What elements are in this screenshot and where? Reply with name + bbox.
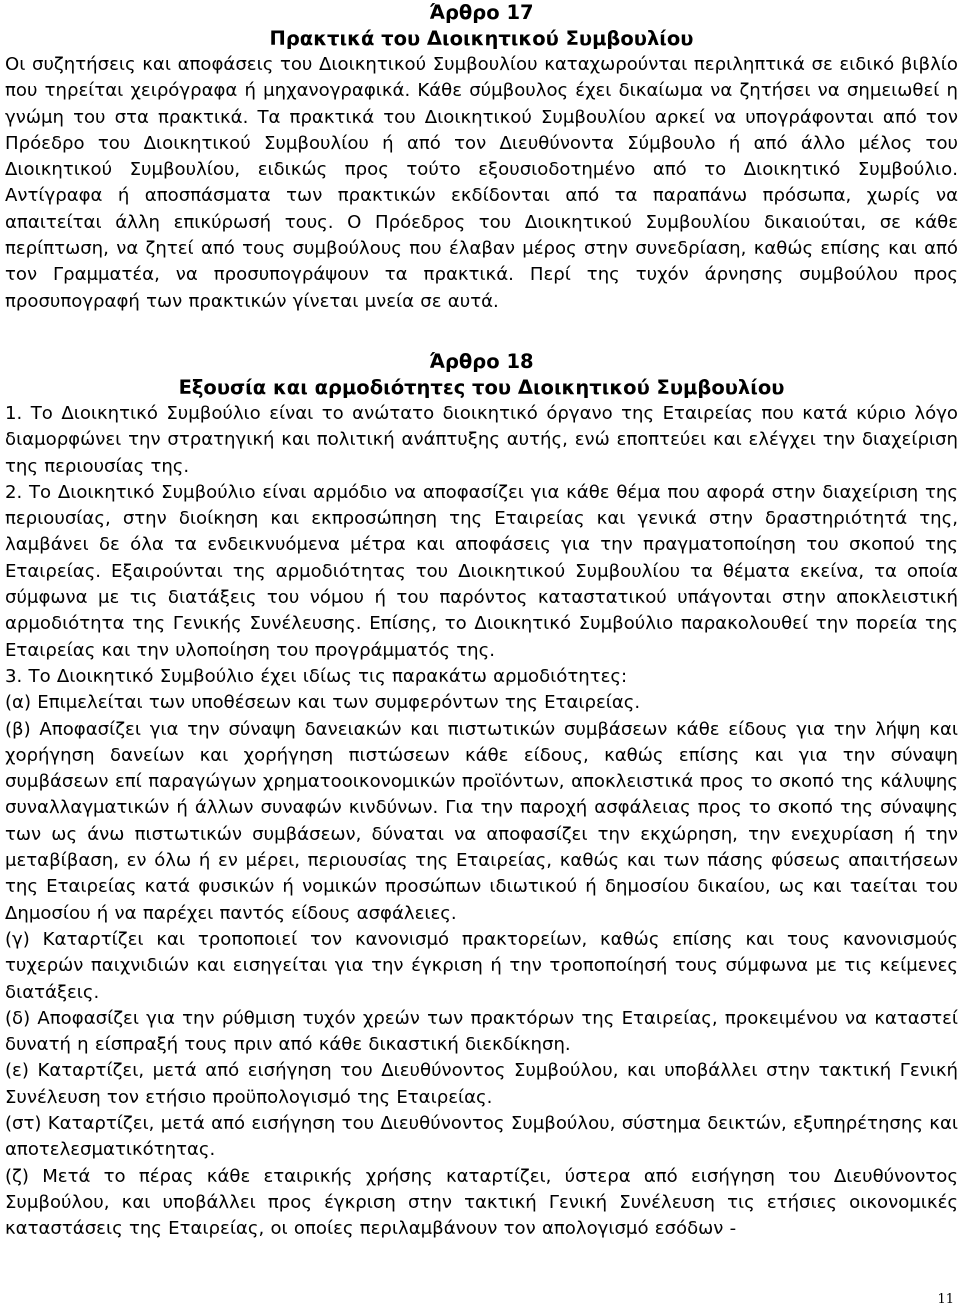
article-17-number: Άρθρο 17 [429, 1, 534, 24]
article-18-title: Εξουσία και αρμοδιότητες του Διοικητικού Συμβουλίου [178, 375, 785, 399]
article-18-item-st: (στ) Καταρτίζει, μετά από εισήγηση του Διευθύνοντος Συμβούλου, σύστημα δεικτών, εξυπηρέτησης και αποτελεσματικότητας. [5, 1112, 958, 1161]
document-page [5, 0, 958, 1242]
article-18-item-b: (β) Αποφασίζει για την σύναψη δανειακών και πιστωτικών συμβάσεων κάθε είδους για την λήψη και χορήγηση δανείων και χορήγηση πιστώσεων κάθε είδους, καθώς επίσης και για την σύναψη συμβάσεων επί παραγώγων χρηματοοικονομικών προϊόντων, αποκλειστικά προς το σκοπό της κάλυψης συναλλαγματικών ή άλλων συναφών κινδύνων. Για την παροχή ασφάλειας προς το σκοπό της σύναψης των ως άνω πιστωτικών συμβάσεων, δύναται να αποφασίζει την εκχώρηση, την ενεχυρίαση ή την μεταβίβαση, εν όλω ή εν μέρει, περιουσίας της Εταιρείας, καθώς και των πάσης φύσεως απαιτήσεων της Εταιρείας κατά φυσικών ή νομικών προσώπων ιδιωτικού ή δημοσίου δικαίου, ως και ταείται του Δημοσίου ή να παρέχει παντός είδους ασφάλειες. [5, 718, 958, 924]
article-18-item-e: (ε) Καταρτίζει, μετά από εισήγηση του Διευθύνοντος Συμβούλου, και υποβάλλει στην τακτική Γενική Συνέλευση τον ετήσιο προϋπολογισμό της Εταιρείας. [5, 1060, 958, 1108]
article-18-item-a: (α) Επιμελείται των υποθέσεων και των συμφερόντων της Εταιρείας. [5, 692, 641, 714]
article-18-paragraph-1: 1. Το Διοικητικό Συμβούλιο είναι το ανώτατο διοικητικό όργανο της Εταιρείας που κατά κύριο λόγο διαμορφώνει την στρατηγική και πολιτική ανάπτυξης αυτής, ενώ εποπτεύει και ελέγχει την διαχείριση της περιουσίας της. [5, 402, 958, 477]
article-18-number: Άρθρο 18 [429, 349, 534, 373]
article-18-item-c: (γ) Καταρτίζει και τροποποιεί τον κανονισμό πρακτορείων, καθώς επίσης και τους κανονισμούς τυχερών παιχνιδιών και εισηγείται για την έγκριση ή την τροποποίησή τους σύμφωνα με τις κείμενες διατάξεις. [5, 928, 958, 1003]
page-number: 11 [937, 1292, 954, 1307]
article-18-paragraph-3: 3. Το Διοικητικό Συμβούλιο έχει ιδίως τις παρακάτω αρμοδιότητες: [5, 665, 628, 687]
article-18-item-z: (ζ) Μετά το πέρας κάθε εταιρικής χρήσης καταρτίζει, ύστερα από εισήγηση του Διευθύνοντος Συμβούλου, και υποβάλλει προς έγκριση στην τακτική Γενική Συνέλευση τις ετήσιες οικονομικές καταστάσεις της Εταιρείας, οι οποίες περιλαμβάνουν τον απολογισμό εσόδων - [5, 1165, 958, 1240]
article-18-item-d: (δ) Αποφασίζει για την ρύθμιση τυχόν χρεών των πρακτόρων της Εταιρείας, προκειμένου να καταστεί δυνατή η είσπραξή τους πριν από κάθε δικαστική διεκδίκηση. [5, 1007, 958, 1056]
article-17-title: Πρακτικά του Διοικητικού Συμβουλίου [269, 27, 694, 50]
section-gap [5, 315, 958, 349]
article-18-paragraph-2: 2. Το Διοικητικό Συμβούλιο είναι αρμόδιο να αποφασίζει για κάθε θέμα που αφορά στην διαχείριση της περιουσίας, στην διοίκηση και εκπροσώπηση της Εταιρείας και γενικά στην δραστηριότητά της, λαμβάνει δε όλα τα ενδεικνυόμενα μέτρα και αποφάσεις για την πραγματοποίηση του σκοπού της Εταιρείας. Εξαιρούνται της αρμοδιότητας του Διοικητικού Συμβουλίου τα θέματα εκείνα, τα οποία σύμφωνα με τις διατάξεις του νόμου ή του παρόντος καταστατικού υπάγονται στην αποκλειστική αρμοδιότητα της Γενικής Συνέλευσης. Επίσης, το Διοικητικό Συμβούλιο παρακολουθεί την πορεία της Εταιρείας και την υλοποίηση του προγράμματός της. [5, 481, 958, 661]
article-17-body: Οι συζητήσεις και αποφάσεις του Διοικητικού Συμβουλίου καταχωρούνται περιληπτικά σε ειδικό βιβλίο που τηρείται χειρόγραφα ή μηχανογραφικά. Κάθε σύμβουλος έχει δικαίωμα να ζητήσει να σημειωθεί η γνώμη του στα πρακτικά. Τα πρακτικά του Διοικητικού Συμβουλίου αρκεί να υπογράφονται από τον Πρόεδρο του Διοικητικού Συμβουλίου ή από τον Διευθύνοντα Σύμβουλο ή από άλλο μέλος του Διοικητικού Συμβουλίου, ειδικώς προς τούτο εξουσιοδοτημένο από το Διοικητικό Συμβούλιο. Αντίγραφα ή αποσπάσματα των πρακτικών εκδίδονται από τα παραπάνω πρόσωπα, χωρίς να απαιτείται άλλη επικύρωσή τους. Ο Πρόεδρος του Διοικητικού Συμβουλίου δικαιούται, σε κάθε περίπτωση, να ζητεί από τους συμβούλους που έλαβαν μέρος στην συνεδρίαση, καθώς επίσης και από τον Γραμματέα, να προσυπογράψουν τα πρακτικά. Περί της τυχόν άρνησης συμβούλου προς προσυπογραφή των πρακτικών γίνεται μνεία σε αυτά. [5, 54, 958, 312]
